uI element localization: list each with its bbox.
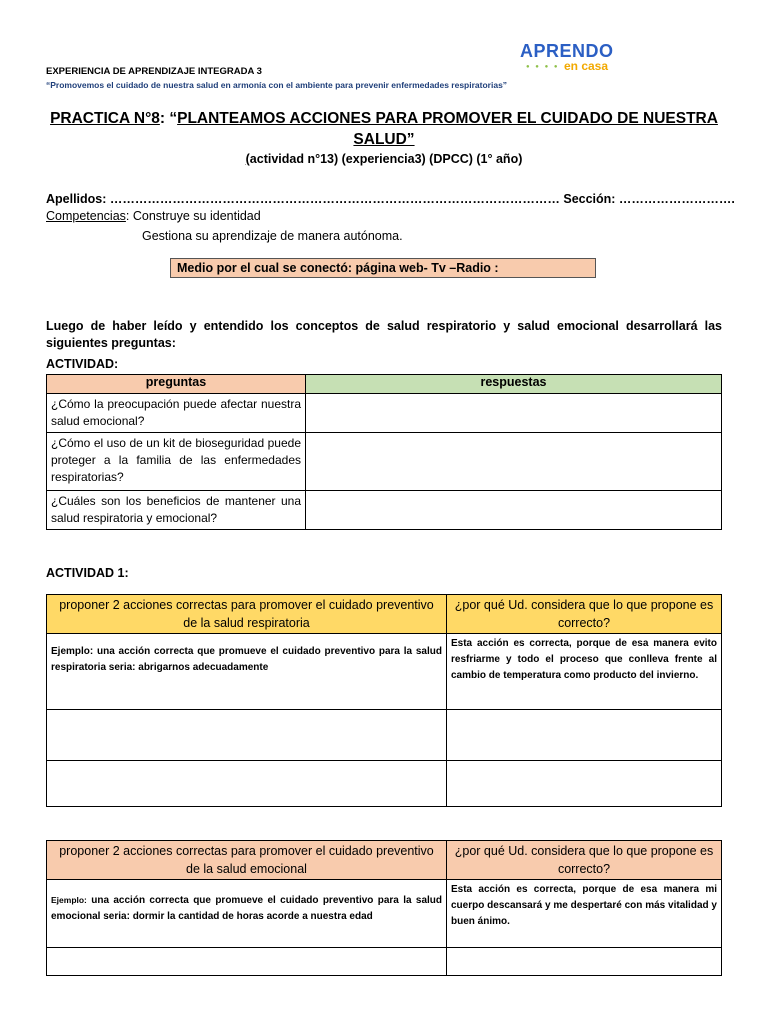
logo-dots-icon: ● ● ● ● [526, 64, 560, 70]
example-cell: Ejemplo: una acción correcta que promueve el cuidado preventivo para la salud respiratoria seria: abrigarnos adecuadamente [47, 634, 447, 710]
apellidos-seccion-field[interactable]: Apellidos: ……………………………………………………………………………………………… Sección: ………………………. [46, 192, 735, 206]
reason-cell: Esta acción es correcta, porque de esa manera mi cuerpo descansará y me despertaré con más vitalidad y buen ánimo. [447, 880, 722, 948]
header-acciones: proponer 2 acciones correctas para promover el cuidado preventivo de la salud respiratoria [47, 595, 447, 634]
example-lead: Ejemplo: [51, 895, 87, 905]
respuesta-cell[interactable] [306, 433, 722, 491]
table-row [47, 948, 722, 976]
answer-cell[interactable] [447, 710, 722, 761]
logo-top-text: APRENDO [520, 41, 614, 61]
table-row [47, 880, 722, 948]
respuesta-cell[interactable] [306, 491, 722, 530]
pregunta-cell: ¿Cómo el uso de un kit de bioseguridad puede proteger a la familia de las enfermedades respiratorias? [47, 433, 306, 491]
aprendo-en-casa-logo [520, 41, 614, 76]
header-porque: ¿por qué Ud. considera que lo que propone es correcto? [447, 841, 722, 880]
respiratoria-table [46, 594, 722, 807]
pregunta-cell: ¿Cuáles son los beneficios de mantener una salud respiratoria y emocional? [47, 491, 306, 530]
header-respuestas: respuestas [306, 375, 722, 394]
actividad-label: ACTIVIDAD: [46, 357, 119, 371]
table-header-row [47, 595, 722, 634]
pregunta-cell: ¿Cómo la preocupación puede afectar nuestra salud emocional? [47, 394, 306, 433]
preguntas-table [46, 374, 722, 530]
medio-conexion-box[interactable]: Medio por el cual se conectó: página web- Tv –Radio : [170, 258, 596, 278]
title-prefix: PRACTICA N°8 [50, 110, 160, 127]
answer-cell[interactable] [447, 948, 722, 976]
header-acciones: proponer 2 acciones correctas para promover el cuidado preventivo de la salud emocional [47, 841, 447, 880]
table-row [47, 394, 722, 433]
answer-cell[interactable] [47, 761, 447, 807]
subtitle-lead: ( [245, 152, 250, 166]
table-row [47, 491, 722, 530]
reason-cell: Esta acción es correcta, porque de esa manera evito resfriarme y todo el proceso que conlleva frente al cambio de temperatura como producto del invierno. [447, 634, 722, 710]
competencias [46, 209, 261, 223]
competencias-colon: : [125, 209, 133, 223]
table-row [47, 761, 722, 807]
header-preguntas: preguntas [47, 375, 306, 394]
table-row [47, 710, 722, 761]
page-title [46, 108, 722, 150]
table-row [47, 634, 722, 710]
title-sep: : “ [159, 110, 178, 127]
example-cell [47, 880, 447, 948]
emocional-table [46, 840, 722, 976]
experience-title: EXPERIENCIA DE APRENDIZAJE INTEGRADA 3 [46, 66, 262, 77]
table-row [47, 433, 722, 491]
intro-paragraph: Luego de haber leído y entendido los conceptos de salud respiratorio y salud emocional desarrollará las siguientes preguntas: [46, 319, 722, 350]
page-subtitle [46, 152, 722, 166]
respuesta-cell[interactable] [306, 394, 722, 433]
answer-cell[interactable] [47, 948, 447, 976]
competencia-2: Gestiona su aprendizaje de manera autónoma. [142, 229, 403, 243]
answer-cell[interactable] [47, 710, 447, 761]
header-porque: ¿por qué Ud. considera que lo que propone es correcto? [447, 595, 722, 634]
table-header-row [47, 841, 722, 880]
title-main: PLANTEAMOS ACCIONES PARA PROMOVER EL CUIDADO DE NUESTRA SALUD” [177, 110, 718, 148]
subtitle-rest: actividad n°13) (experiencia3) (DPCC) (1° año) [249, 152, 523, 166]
logo-bottom-text: en casa [564, 59, 609, 73]
answer-cell[interactable] [447, 761, 722, 807]
actividad1-label: ACTIVIDAD 1: [46, 566, 129, 580]
example-text: una acción correcta que promueve el cuidado preventivo para la salud emocional seria: dormir la cantidad de horas acorde a nuestra edad [51, 895, 442, 922]
experience-motto: “Promovemos el cuidado de nuestra salud en armonía con el ambiente para prevenir enfermedades respiratorias” [46, 80, 508, 90]
table-header-row [47, 375, 722, 394]
competencia-1: Construye su identidad [132, 209, 261, 223]
competencias-label: Competencias [46, 209, 126, 223]
